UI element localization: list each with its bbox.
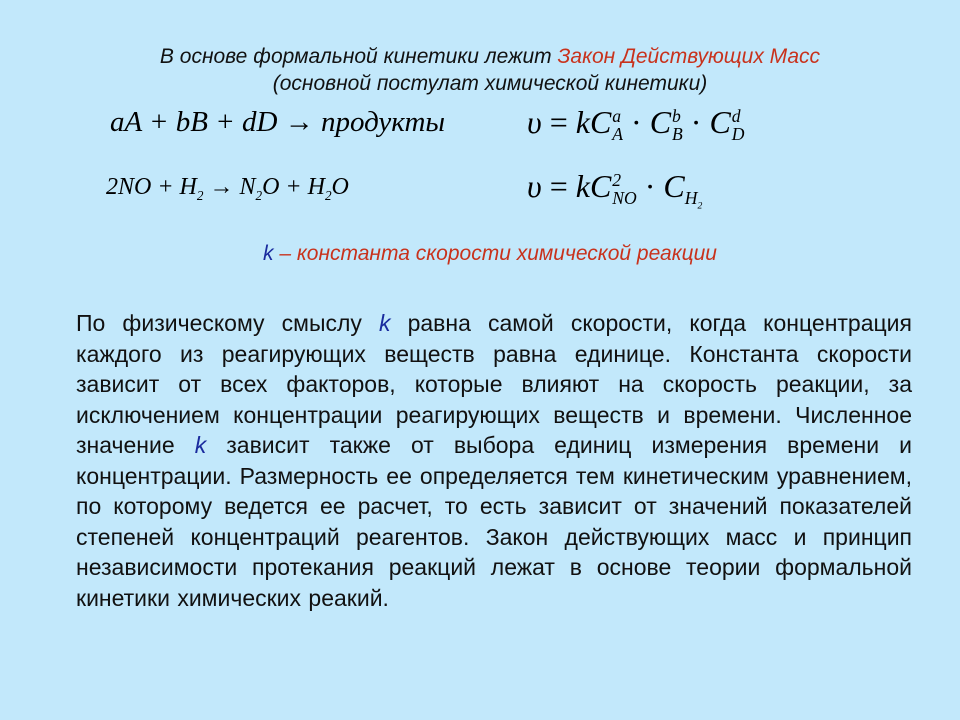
eq2-b-sup: b [672,106,681,127]
eq4-v: υ [527,168,542,204]
eq4-no-indices [612,172,636,207]
para-k1: k [379,310,391,336]
eq4-no-sup: 2 [612,170,622,191]
eq3-arrow: → [209,174,234,200]
para-part3: зависит также от выбора единиц измерения времени и концентрации. Размерность ее определяется тем кинетическим уравнением, по которому ведется ее расчет, то есть зависит от значений показателей степеней концентраций реагентов. Закон действующих масс и принцип независимости протекания реакций лежат в основе теории формальной кинетики химических реакий. [76,432,912,611]
law-highlight: Закон Действующих Масс [557,45,821,68]
eq2-dot1: · [631,104,642,140]
intro-line2: (основной постулат химической кинетики) [272,72,708,95]
eq3-s1: 2 [196,187,204,203]
eq2-a-indices [612,108,623,143]
eq3-s2: 2 [255,187,263,203]
para-part2: равна самой скорости, когда концентрация каждого из реагирующих веществ равна единице. Константа скорости зависит от всех факторов, которые влияют на скорость реакции, за исключением концентрации реагирующих веществ и времени. Численное значение [76,310,912,458]
eq4-no-sub: NO [612,187,637,208]
equation-no-h2-reaction [106,174,349,204]
eq1-rhs: продукты [321,106,446,138]
eq4-h-sub [684,188,703,212]
eq1-arrow: → [284,106,314,138]
eq4-dot: · [644,168,656,204]
eq3-s3: 2 [324,187,332,203]
eq4-h: H [684,188,698,209]
equation-general-reaction [110,106,445,139]
eq4-k: k [575,168,590,204]
eq2-d-sub: D [731,123,745,144]
eq1-lhs: aA + bB + dD [110,106,278,138]
para-k2: k [194,432,207,458]
equation-general-rate [527,104,745,143]
eq2-b-sub: B [672,123,683,144]
para-part1: По физическому смыслу [76,310,379,336]
eq4-h2: 2 [697,200,703,212]
eq2-k: k [575,104,590,140]
equation-no-h2-rate [527,168,702,212]
intro-text [60,43,920,97]
eq2-v: υ [527,104,542,140]
eq3-p3: O + H [262,174,325,200]
eq2-d-indices [732,108,745,143]
eq2-b-indices [672,108,683,143]
intro-text-start: В основе формальной кинетики лежит [159,45,558,68]
k-letter: k [263,242,274,265]
eq2-c-d: C [709,104,731,140]
k-definition-text: – константа скорости химической реакции [273,242,717,265]
eq4-eq: = [549,168,568,204]
eq4-c-no: C [589,168,612,204]
eq2-c-a: C [589,104,612,140]
eq3-p4: O [331,174,349,200]
eq4-c-h: C [663,168,685,204]
eq2-d-sup: d [731,106,741,127]
body-paragraph [76,308,912,613]
eq3-p1: 2NO + H [106,174,197,200]
k-definition [60,242,920,266]
eq2-dot2: · [690,104,702,140]
eq2-eq: = [549,104,568,140]
eq3-p2: N [239,174,256,200]
eq2-a-sub: A [612,123,624,144]
eq2-a-sup: a [612,106,622,127]
eq2-c-b: C [649,104,672,140]
